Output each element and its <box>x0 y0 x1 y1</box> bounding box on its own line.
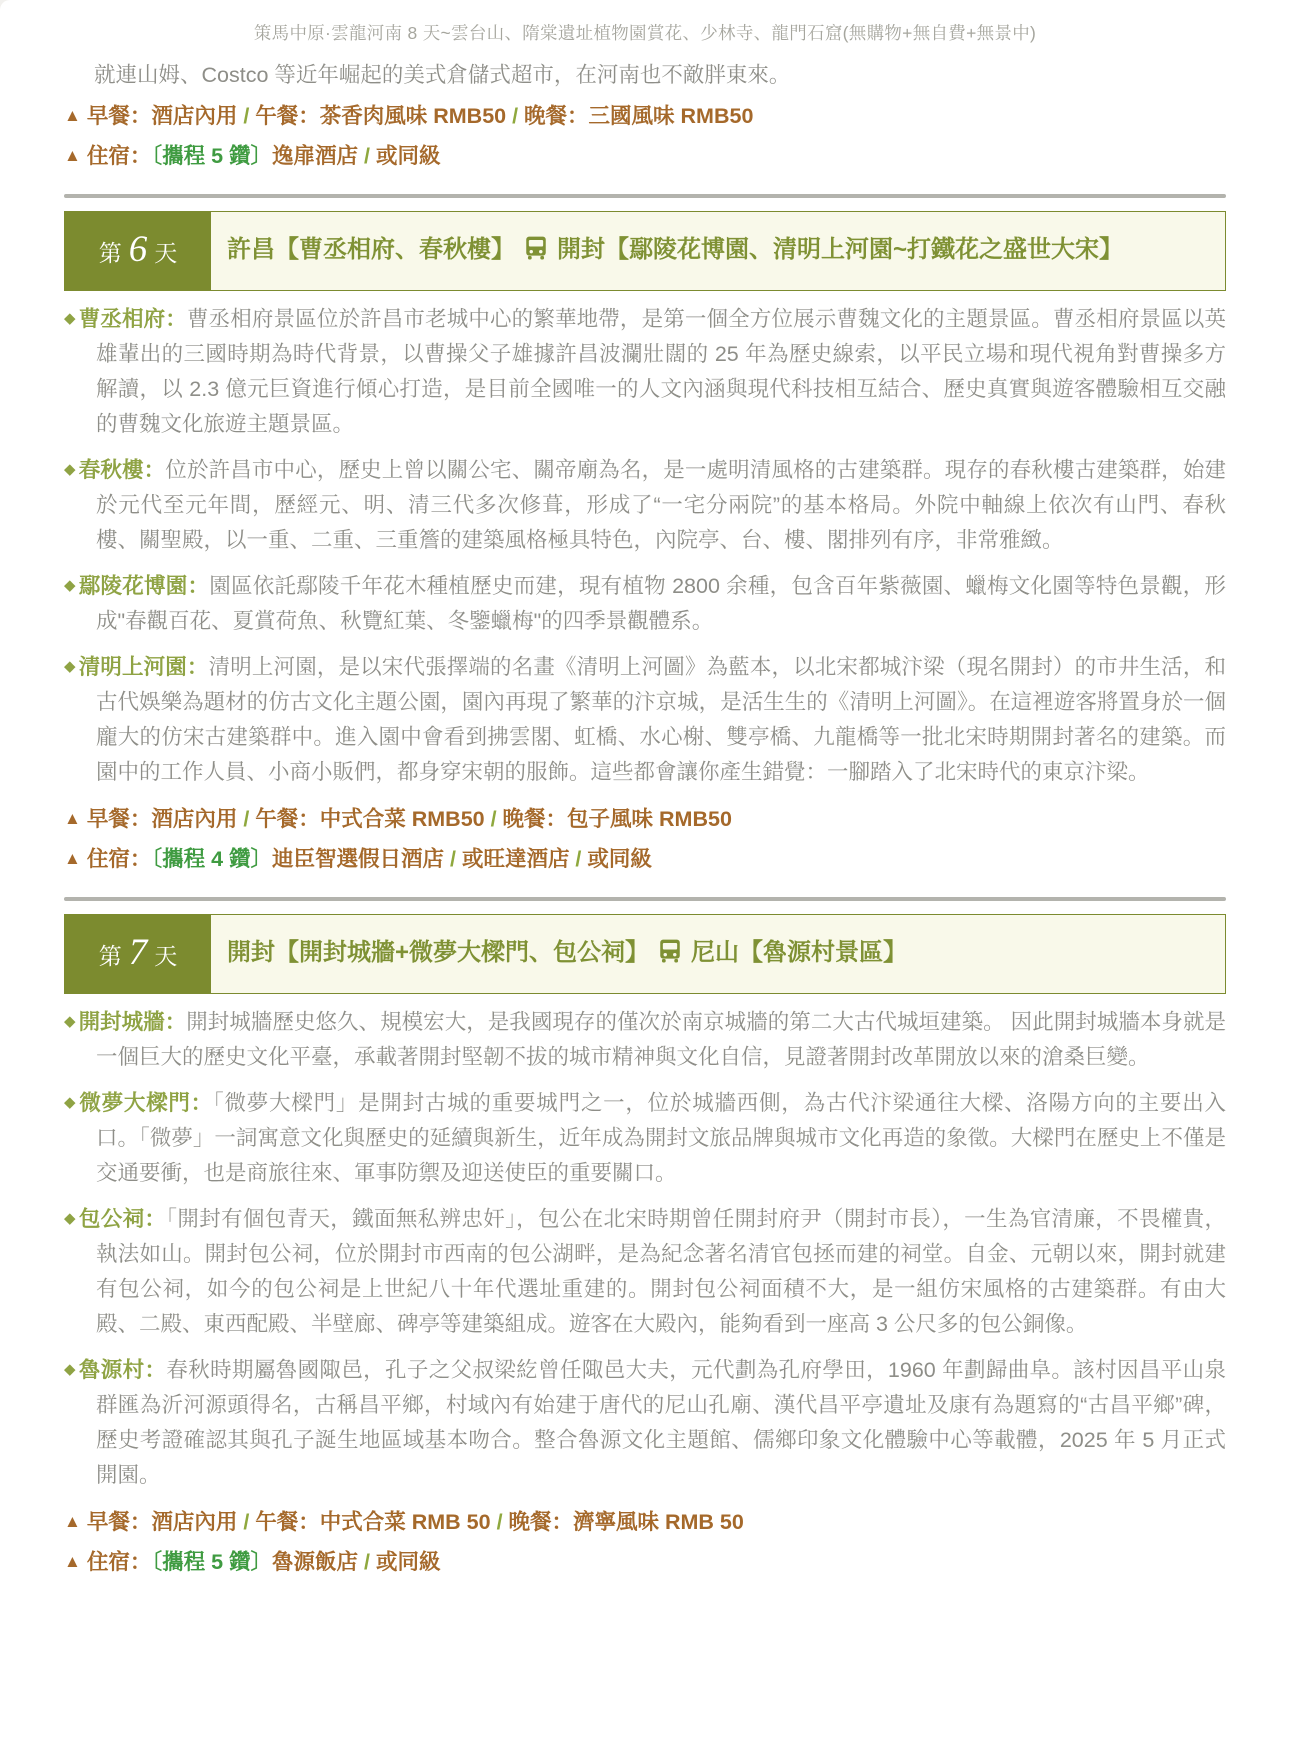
sight-label: 包公祠： <box>78 1207 167 1231</box>
sight-label: 清明上河園： <box>78 655 209 679</box>
day-sections <box>64 194 1226 1582</box>
day-title-after-bus: 尼山【魯源村景區】 <box>691 938 908 966</box>
page-header-title: 策馬中原·雲龍河南 8 天~雲台山、隋棠遺址植物園賞花、少林寺、龍門石窟(無購物+無自費+無景中) <box>253 23 1037 43</box>
page-content <box>0 58 1290 1582</box>
meal-segment: 早餐：酒店內用 <box>86 1510 238 1534</box>
sight-paragraph <box>64 1085 1226 1191</box>
day-suffix: 天 <box>154 942 178 969</box>
lodging-segment: 或同級 <box>375 1550 441 1574</box>
meal-line <box>64 799 1226 839</box>
meal-segment: 早餐：酒店內用 <box>86 104 238 128</box>
bus-icon <box>657 943 683 970</box>
diamond-bullet: ◆ <box>64 1013 76 1030</box>
lodging-segment: / <box>358 1550 376 1574</box>
meal-segment: / <box>237 1510 256 1534</box>
sight-label: 微夢大樑門： <box>79 1091 213 1115</box>
sight-description: 清明上河園，是以宋代張擇端的名畫《清明上河圖》為藍本，以北宋都城汴梁（現名開封）的市井生活，和古代娛樂為題材的仿古文化主題公園，園內再現了繁華的汴京城，是活生生的《清明上河圖》。在這裡遊客將置身於一個龐大的仿宋古建築群中。進入園中會看到拂雲閣、虹橋、水心榭、雙亭橋、九龍橋等一批北宋時期開封著名的建築。而園中的工作人員、小商小販們，都身穿宋朝的服飾。這些都會讓你產生錯覺：一腳踏入了北宋時代的東京汴梁。 <box>96 655 1226 784</box>
sight-description: 「開封有個包青天，鐵面無私辨忠奸」，包公在北宋時期曾任開封府尹（開封市長），一生為官清廉，不畏權貴，執法如山。開封包公祠，位於開封市西南的包公湖畔，是為紀念著名清官包拯而建的祠堂。自金、元朝以來，開封就建有包公祠，如今的包公祠是上世紀八十年代選址重建的。開封包公祠面積不大，是一組仿宋風格的古建築群。有由大殿、二殿、東西配殿、半壁廊、碑亭等建築組成。遊客在大殿內，能夠看到一座高 3 公尺多的包公銅像。 <box>96 1207 1226 1336</box>
day-suffix: 天 <box>154 239 178 266</box>
diamond-bullet: ◆ <box>64 577 76 594</box>
day5-info-lines <box>64 96 1226 176</box>
day-title-before-bus: 許昌【曹丞相府、春秋樓】 <box>227 235 515 263</box>
lodging-segment: 或同級 <box>375 144 441 168</box>
day-title-text <box>227 231 1123 272</box>
diamond-bullet: ◆ <box>64 1361 76 1378</box>
triangle-marker: ▲ <box>64 106 81 125</box>
sight-label: 曹丞相府： <box>78 307 187 331</box>
triangle-marker: ▲ <box>64 1552 81 1571</box>
section-divider <box>64 897 1226 901</box>
diamond-bullet: ◆ <box>64 1210 76 1227</box>
sight-paragraph <box>64 301 1226 442</box>
lodging-segment: 迪臣智選假日酒店 <box>272 847 445 871</box>
sight-paragraph <box>64 1201 1226 1342</box>
lodging-segment: 〔攜程 4 鑽〕 <box>151 847 272 871</box>
meal-segment: 午餐：中式合菜 RMB50 <box>255 807 485 831</box>
lodging-segment: 或旺達酒店 <box>461 847 570 871</box>
lodging-line <box>64 136 1226 176</box>
triangle-marker: ▲ <box>64 849 81 868</box>
lodging-segment: 住宿： <box>86 144 152 168</box>
meal-segment: 早餐：酒店內用 <box>86 807 238 831</box>
lodging-segment: 〔攜程 5 鑽〕 <box>151 1550 272 1574</box>
sight-description: 春秋時期屬魯國陬邑，孔子之父叔梁紇曾任陬邑大夫，元代劃為孔府學田，1960 年劃歸曲阜。該村因昌平山泉群匯為沂河源頭得名，古稱昌平鄉，村域內有始建于唐代的尼山孔廟、漢代昌平亭遺址及康有為題寫的“古昌平鄉”碑，歷史考證確認其與孔子誕生地區域基本吻合。整合魯源文化主題館、儒鄉印象文化體驗中心等載體，2025 年 5 月正式開園。 <box>96 1358 1226 1487</box>
diamond-bullet: ◆ <box>64 658 76 675</box>
meal-segment: 午餐：茶香肉風味 RMB50 <box>255 104 507 128</box>
meal-line <box>64 1502 1226 1542</box>
lodging-segment: 逸扉酒店 <box>272 144 359 168</box>
meal-segment: / <box>484 807 503 831</box>
sight-paragraph <box>64 649 1226 790</box>
sight-label: 魯源村： <box>78 1358 167 1382</box>
meal-segment: 晚餐：濟寧風味 RMB 50 <box>508 1510 744 1534</box>
sight-description: 「微夢大樑門」是開封古城的重要城門之一，位於城牆西側，為古代汴梁通往大樑、洛陽方向的主要出入口。「微夢」一詞寓意文化與歷史的延續與新生，近年成為開封文旅品牌與城市文化再造的象徵。大樑門在歷史上不僅是交通要衝，也是商旅往來、軍事防禦及迎送使臣的重要關口。 <box>96 1091 1226 1185</box>
bus-icon <box>523 240 549 267</box>
lodging-line <box>64 839 1226 879</box>
lodging-segment: 住宿： <box>86 1550 152 1574</box>
meal-segment: 午餐：中式合菜 RMB 50 <box>255 1510 491 1534</box>
sight-label: 鄢陵花博園： <box>78 574 210 598</box>
day-info-lines <box>64 1502 1226 1582</box>
day-section <box>64 194 1226 879</box>
sight-paragraph <box>64 1004 1226 1075</box>
sight-paragraph <box>64 568 1226 639</box>
diamond-bullet: ◆ <box>64 1094 77 1111</box>
day-banner <box>64 211 1226 291</box>
diamond-bullet: ◆ <box>64 310 76 327</box>
day-number: 6 <box>128 229 148 270</box>
triangle-marker: ▲ <box>64 146 81 165</box>
day-banner <box>64 914 1226 994</box>
meal-line <box>64 96 1226 136</box>
day-number: 7 <box>128 932 148 973</box>
sight-description: 位於許昌市中心，歷史上曾以關公宅、關帝廟為名，是一處明清風格的古建築群。現存的春秋樓古建築群，始建於元代至元年間，歷經元、明、清三代多次修葺，形成了“一宅分兩院”的基本格局。外院中軸線上依次有山門、春秋樓、關聖殿，以一重、二重、三重簷的建築風格極具特色，內院亭、台、樓、閣排列有序，非常雅緻。 <box>96 458 1226 552</box>
lodging-segment: / <box>444 847 462 871</box>
lodging-segment: 住宿： <box>86 847 152 871</box>
meal-segment: / <box>237 104 256 128</box>
day-title <box>211 915 923 993</box>
lodging-segment: 〔攜程 5 鑽〕 <box>151 144 272 168</box>
sight-description: 曹丞相府景區位於許昌市老城中心的繁華地帶，是第一個全方位展示曹魏文化的主題景區。曹丞相府景區以英雄輩出的三國時期為時代背景，以曹操父子雄據許昌波瀾壯闊的 25 年為歷史線索，以平民立場和現代視角對曹操多方解讀，以 2.3 億元巨資進行傾心打造，是目前全國唯一的人文內涵與現代科技相互結合、歷史真實與遊客體驗相互交融的曹魏文化旅遊主題景區。 <box>96 307 1226 436</box>
lodging-segment: 魯源飯店 <box>272 1550 359 1574</box>
day-title-text <box>227 934 907 975</box>
lodging-segment: 或同級 <box>587 847 652 871</box>
day-number-box <box>65 212 211 290</box>
sight-paragraph <box>64 1352 1226 1493</box>
meal-segment: / <box>490 1510 509 1534</box>
lodging-line <box>64 1542 1226 1582</box>
meal-segment: 晚餐：三國風味 RMB50 <box>524 104 754 128</box>
meal-segment: / <box>237 807 256 831</box>
sight-paragraph <box>64 452 1226 558</box>
day-title <box>211 212 1139 290</box>
sight-label: 春秋樓： <box>78 458 166 482</box>
triangle-marker: ▲ <box>64 809 81 828</box>
meal-segment: / <box>506 104 525 128</box>
meal-segment: 晚餐：包子風味 RMB50 <box>502 807 732 831</box>
intro-text: 就連山姆、Costco 等近年崛起的美式倉儲式超市，在河南也不敵胖東來。 <box>94 63 791 87</box>
day-title-after-bus: 開封【鄢陵花博園、清明上河園~打鐵花之盛世大宋】 <box>557 235 1124 263</box>
day-prefix: 第 <box>98 942 122 969</box>
day-section <box>64 897 1226 1582</box>
day-info-lines <box>64 799 1226 879</box>
diamond-bullet: ◆ <box>64 461 76 478</box>
day-title-before-bus: 開封【開封城牆+微夢大樑門、包公祠】 <box>227 938 650 966</box>
lodging-segment: / <box>358 144 376 168</box>
day-prefix: 第 <box>98 239 122 266</box>
sight-label: 開封城牆： <box>78 1010 187 1034</box>
lodging-segment: / <box>569 847 588 871</box>
section-divider <box>64 194 1226 198</box>
triangle-marker: ▲ <box>64 1512 81 1531</box>
sight-description: 園區依託鄢陵千年花木種植歷史而建，現有植物 2800 余種，包含百年紫薇園、蠟梅文化園等特色景觀，形成"春觀百花、夏賞荷魚、秋覽紅葉、冬鑒蠟梅"的四季景觀體系。 <box>96 574 1226 633</box>
day-number-box <box>65 915 211 993</box>
sight-description: 開封城牆歷史悠久、規模宏大，是我國現存的僅次於南京城牆的第二大古代城垣建築。 因此開封城牆本身就是一個巨大的歷史文化平臺，承載著開封堅韌不拔的城市精神與文化自信，見證著開封改革開放以來的滄桑巨變。 <box>96 1010 1226 1069</box>
